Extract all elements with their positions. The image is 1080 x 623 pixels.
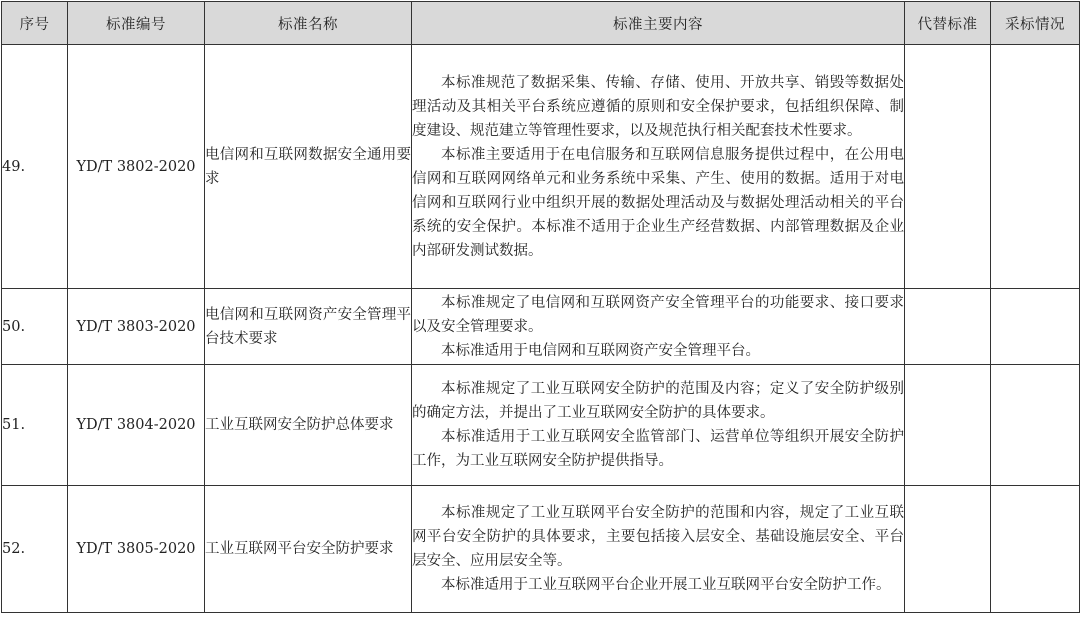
adoption-status — [991, 486, 1080, 613]
row-number: 49. — [2, 45, 68, 289]
header-no: 序号 — [2, 2, 68, 45]
content-paragraph: 本标准主要适用于在电信服务和互联网信息服务提供过程中，在公用电信网和互联网网络单元和业务系统中采集、产生、使用的数据。适用于对电信网和互联网行业中组织开展的数据处理活动及与数据处理活动相关的平台系统的安全保护。本标准不适用于企业生产经营数据、内部管理数据及企业内部研发测试数据。 — [412, 146, 904, 259]
header-replace: 代替标准 — [905, 2, 991, 45]
adoption-status — [991, 365, 1080, 486]
header-code: 标准编号 — [68, 2, 205, 45]
replace-standard — [905, 289, 991, 365]
content-paragraph: 本标准规定了工业互联网平台安全防护的范围和内容，规定了工业互联网平台安全防护的具体要求，主要包括接入层安全、基础设施层安全、平台层安全、应用层安全等。 — [412, 505, 904, 569]
standard-code: YD/T 3804-2020 — [68, 365, 205, 486]
row-number: 51. — [2, 365, 68, 486]
standard-code: YD/T 3803-2020 — [68, 289, 205, 365]
standards-table — [1, 1, 1080, 613]
standard-content — [412, 486, 905, 613]
standard-name: 工业互联网平台安全防护要求 — [205, 486, 412, 613]
adoption-status — [991, 289, 1080, 365]
replace-standard — [905, 45, 991, 289]
adoption-status — [991, 45, 1080, 289]
standard-name: 工业互联网安全防护总体要求 — [205, 365, 412, 486]
header-name: 标准名称 — [205, 2, 412, 45]
standard-name: 电信网和互联网资产安全管理平台技术要求 — [205, 289, 412, 365]
table-row — [2, 45, 1080, 289]
content-paragraph: 本标准规范了数据采集、传输、存储、使用、开放共享、销毁等数据处理活动及其相关平台系统应遵循的原则和安全保护要求，包括组织保障、制度建设、规范建立等管理性要求，以及规范执行相关配套技术性要求。 — [412, 74, 904, 139]
header-row — [2, 2, 1080, 45]
table-row — [2, 486, 1080, 613]
standard-content — [412, 45, 905, 289]
row-number: 50. — [2, 289, 68, 365]
content-paragraph: 本标准规定了电信网和互联网资产安全管理平台的功能要求、接口要求以及安全管理要求。 — [412, 294, 904, 335]
table-row — [2, 289, 1080, 365]
header-adopt: 采标情况 — [991, 2, 1080, 45]
standard-name: 电信网和互联网数据安全通用要求 — [205, 45, 412, 289]
row-number: 52. — [2, 486, 68, 613]
standard-content — [412, 289, 905, 365]
content-paragraph: 本标准规定了工业互联网安全防护的范围及内容；定义了安全防护级别的确定方法，并提出了工业互联网安全防护的具体要求。 — [412, 381, 904, 421]
table-row — [2, 365, 1080, 486]
content-paragraph: 本标准适用于工业互联网平台企业开展工业互联网平台安全防护工作。 — [441, 577, 891, 593]
replace-standard — [905, 365, 991, 486]
standard-code: YD/T 3805-2020 — [68, 486, 205, 613]
content-paragraph: 本标准适用于工业互联网安全监管部门、运营单位等组织开展安全防护工作，为工业互联网安全防护提供指导。 — [412, 429, 904, 469]
content-paragraph: 本标准适用于电信网和互联网资产安全管理平台。 — [441, 342, 760, 359]
standard-content — [412, 365, 905, 486]
header-content: 标准主要内容 — [412, 2, 905, 45]
standard-code: YD/T 3802-2020 — [68, 45, 205, 289]
replace-standard — [905, 486, 991, 613]
